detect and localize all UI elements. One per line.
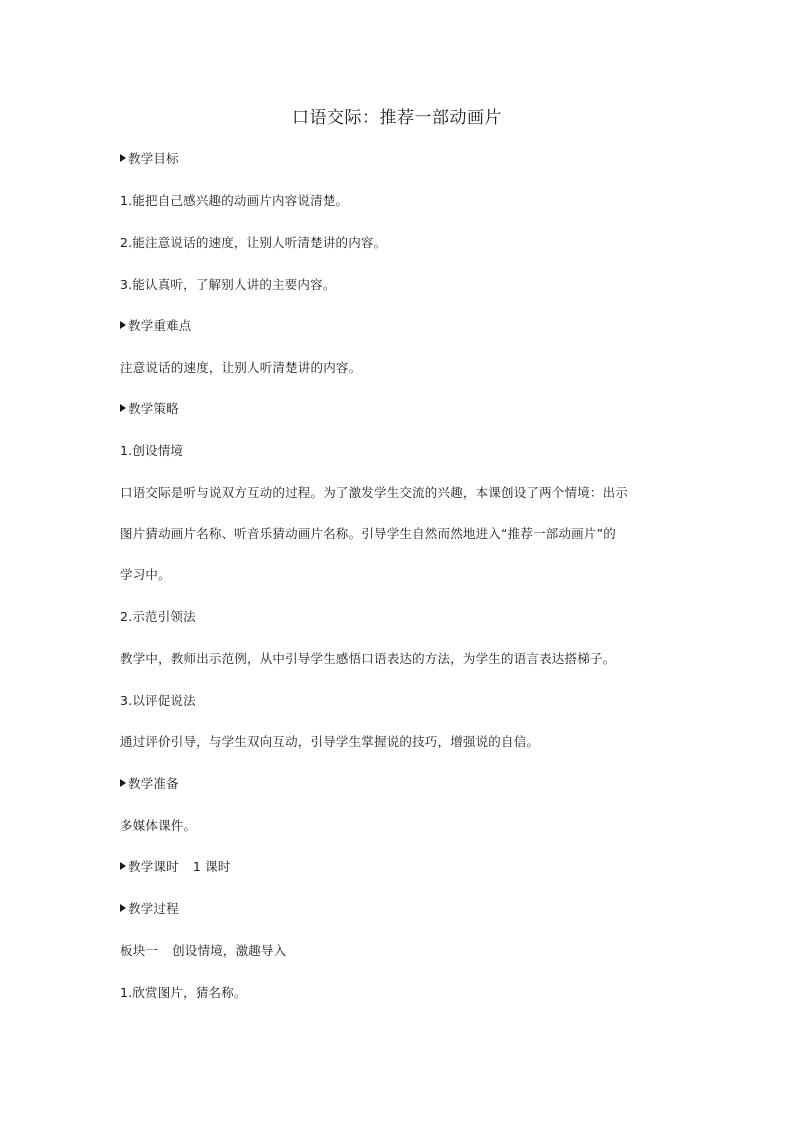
process-heading-row	[120, 900, 179, 918]
paragraph-line: 图片猜动画片名称、听音乐猜动画片名称。引导学生自然而然地进入“推荐一部动画片”的	[120, 526, 616, 541]
strategy-3-title: 3.以评促说法	[120, 693, 196, 708]
hours-value: 1 课时	[192, 859, 231, 874]
triangle-bullet-icon	[120, 404, 126, 412]
goals-heading-row	[120, 150, 179, 168]
triangle-bullet-icon	[120, 321, 126, 329]
document-title: 口语交际：推荐一部动画片	[292, 108, 502, 128]
goal-item: 1.能把自己感兴趣的动画片内容说清楚。	[120, 193, 349, 208]
block1-row	[120, 942, 286, 960]
strategy-2-title: 2.示范引领法	[120, 609, 196, 624]
strategy-1-paragraph	[120, 484, 680, 607]
key-heading-row	[120, 317, 192, 335]
prep-text: 多媒体课件。	[120, 818, 197, 833]
process-heading: 教学过程	[128, 901, 179, 916]
goal-item: 2.能注意说话的速度，让别人听清楚讲的内容。	[120, 235, 387, 250]
triangle-bullet-icon	[120, 779, 126, 787]
strategy-heading-row	[120, 400, 179, 418]
hours-heading-row	[120, 858, 231, 876]
paragraph-line: 学习中。	[120, 567, 171, 582]
triangle-bullet-icon	[120, 904, 126, 912]
prep-heading: 教学准备	[128, 776, 179, 791]
strategy-heading: 教学策略	[128, 401, 179, 416]
prep-heading-row	[120, 775, 179, 793]
strategy-3-text: 通过评价引导，与学生双向互动，引导学生掌握说的技巧，增强说的自信。	[120, 734, 540, 749]
goal-item: 3.能认真听，了解别人讲的主要内容。	[120, 277, 336, 292]
key-text: 注意说话的速度，让别人听清楚讲的内容。	[120, 360, 362, 375]
step-1: 1.欣赏图片，猜名称。	[120, 985, 247, 1000]
strategy-1-title: 1.创设情境	[120, 443, 184, 458]
block1-title: 创设情境，激趣导入	[172, 943, 287, 958]
triangle-bullet-icon	[120, 154, 126, 162]
hours-heading: 教学课时	[128, 859, 179, 874]
strategy-2-text: 教学中，教师出示范例，从中引导学生感悟口语表达的方法，为学生的语言表达搭梯子。	[120, 651, 616, 666]
key-heading: 教学重难点	[128, 318, 192, 333]
goals-heading: 教学目标	[128, 151, 179, 166]
triangle-bullet-icon	[120, 862, 126, 870]
block1-label: 板块一	[120, 943, 159, 958]
paragraph-line: 口语交际是听与说双方互动的过程。为了激发学生交流的兴趣，本课创设了两个情境：出示	[120, 485, 629, 500]
